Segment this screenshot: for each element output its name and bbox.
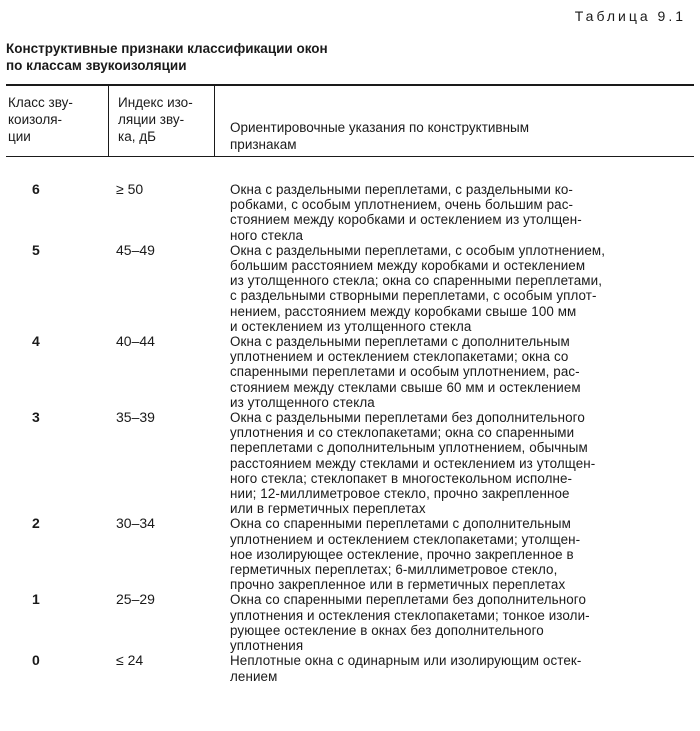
header-line: ции [8, 129, 31, 144]
description-line: спаренными переплетами и особым уплотнением, рас- [230, 364, 580, 380]
table-row [0, 182, 700, 243]
description-line: Окна со спаренными переплетами с дополнительным [230, 516, 571, 532]
description-line: переплетами с дополнительным уплотнением, обычным [230, 440, 588, 456]
index-cell: 45–49 [116, 241, 155, 258]
table-row [0, 243, 700, 334]
description-line: большим расстоянием между коробками и остеклением [230, 258, 586, 274]
class-cell: 3 [32, 409, 40, 426]
description-line: нии; 12-миллиметровое стекло, прочно закрепленное [230, 486, 570, 502]
description-line: уплотнения и со стеклопакетами; окна со спаренными [230, 425, 575, 441]
table-row [0, 334, 700, 410]
header-line: признакам [230, 137, 297, 152]
description-line: и остеклением из утолщенного стекла [230, 318, 472, 334]
description-line: уплотнением и остеклением стеклопакетами; утолщен- [230, 531, 581, 547]
index-cell: 25–29 [116, 591, 155, 608]
table-row [0, 410, 700, 516]
description-cell [230, 182, 690, 243]
description-line: лением [230, 668, 278, 684]
class-cell: 0 [32, 652, 40, 669]
table-number: Таблица 9.1 [574, 8, 686, 24]
table-row [0, 653, 700, 683]
table-top-rule [6, 84, 694, 86]
index-cell: ≤ 24 [116, 652, 144, 669]
description-line: расстоянием между стеклами и остеклением из утолщен- [230, 455, 596, 471]
header-line: ка, дБ [118, 129, 156, 144]
description-line: Окна с раздельными переплетами с дополнительным [230, 334, 570, 350]
description-line: Окна с раздельными переплетами без дополнительного [230, 410, 585, 426]
description-line: прочно закрепленное или в герметичных переплетах [230, 577, 566, 593]
description-cell [230, 334, 690, 410]
description-line: уплотнения [230, 638, 304, 654]
description-line: ного стекла [230, 227, 304, 243]
description-line: Окна с раздельными переплетами, с раздельными ко- [230, 182, 573, 197]
header-line: ляции зву- [118, 112, 185, 127]
description-line: ного стекла; стеклопакет в многостекольном исполне- [230, 470, 573, 486]
index-cell: ≥ 50 [116, 181, 144, 197]
class-cell: 5 [32, 241, 40, 258]
description-cell [230, 243, 690, 334]
table-row [0, 516, 700, 592]
description-cell [230, 516, 690, 592]
caption-line: Конструктивные признаки классификации окон [6, 41, 328, 56]
description-line: стоянием между коробками и остеклением из утолщен- [230, 212, 582, 228]
description-line: с раздельными створными переплетами, с особым уплот- [230, 288, 597, 304]
header-line: Ориентировочные указания по конструктивным [230, 120, 530, 135]
class-cell: 4 [32, 333, 40, 350]
description-line: стоянием между стеклами свыше 60 мм и остеклением [230, 379, 581, 395]
header-line: Индекс изо- [118, 95, 193, 110]
class-cell: 6 [32, 181, 40, 197]
description-line: робками, с особым уплотнением, очень большим рас- [230, 197, 574, 213]
description-line: ное изолирующее остекление, прочно закрепленное в [230, 546, 574, 562]
table-row [0, 592, 700, 653]
header-description [230, 119, 690, 153]
description-line: Неплотные окна с одинарным или изолирующим остек- [230, 653, 582, 669]
description-line: уплотнения и остекления стеклопакетами; тонкое изоли- [230, 607, 590, 623]
header-class [8, 94, 108, 145]
header-line: коизоля- [8, 112, 63, 127]
description-line: из утолщенного стекла [230, 394, 375, 410]
index-cell: 35–39 [116, 409, 155, 426]
table-caption [6, 40, 328, 74]
header-line: Класс зву- [8, 95, 73, 110]
caption-line: по классам звукоизоляции [6, 58, 187, 73]
description-line: Окна с раздельными переплетами, с особым уплотнением, [230, 242, 606, 258]
description-cell [230, 410, 690, 516]
description-line: герметичных переплетах; 6-миллиметровое стекло, [230, 562, 558, 578]
description-line: Окна со спаренными переплетами без дополнительного [230, 592, 586, 608]
description-line: уплотнением и остеклением стеклопакетами; окна со [230, 349, 569, 365]
class-cell: 2 [32, 515, 40, 532]
header-bottom-rule [6, 156, 694, 157]
description-line: рующее остекление в окнах без дополнительного [230, 622, 544, 638]
description-cell [230, 653, 690, 683]
class-cell: 1 [32, 591, 40, 608]
description-line: нением, расстоянием между коробками свыше 100 мм [230, 303, 577, 319]
description-line: из утолщенного стекла; окна со спаренными переплетами, [230, 273, 603, 289]
description-line: или в герметичных переплетах [230, 501, 426, 517]
table-body [0, 182, 700, 684]
description-cell [230, 592, 690, 653]
index-cell: 40–44 [116, 333, 155, 350]
header-index [118, 94, 218, 145]
column-divider [108, 86, 109, 156]
index-cell: 30–34 [116, 515, 155, 532]
